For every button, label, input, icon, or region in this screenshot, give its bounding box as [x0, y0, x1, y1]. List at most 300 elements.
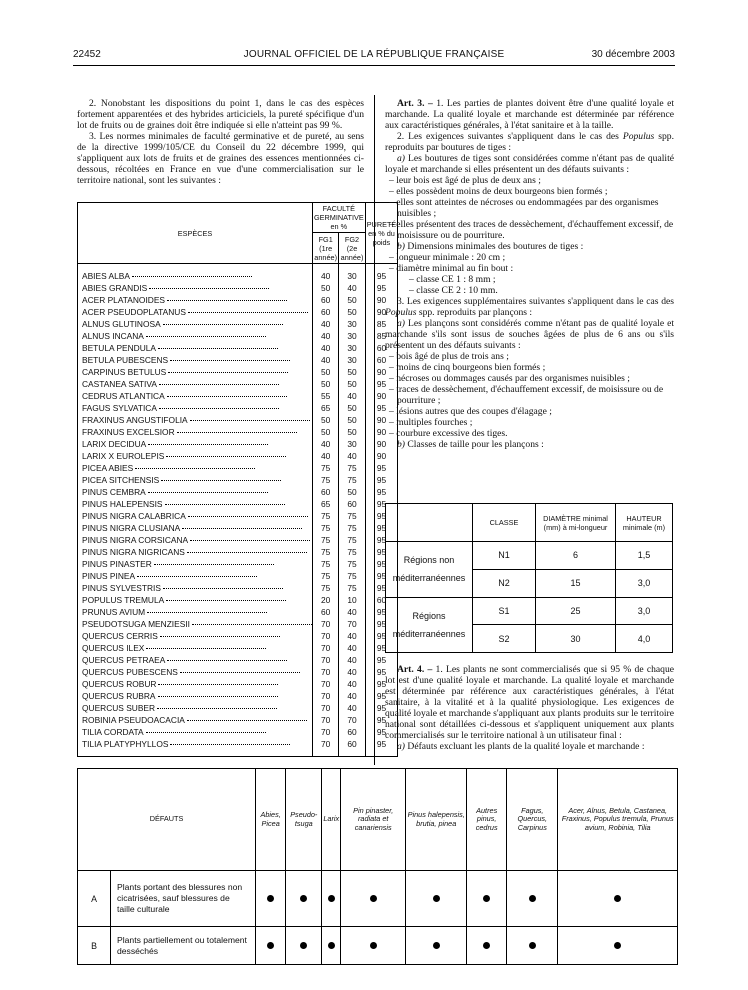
purete-value: 95: [365, 546, 398, 558]
species-label: FRAXINUS EXCELSIOR: [82, 427, 175, 437]
species-row: [78, 318, 398, 330]
fg1-value: 40: [312, 330, 338, 342]
fg1-value: 50: [312, 282, 338, 294]
art3-p2: 2. Les exigences suivantes s'appliquent dans le cas des Populus spp. reproduits par boutures de tiges :: [385, 131, 674, 153]
purete-value: 90: [365, 426, 398, 438]
species-label: PINUS HALEPENSIS: [82, 499, 163, 509]
species-label: PINUS NIGRA CLUSIANA: [82, 523, 181, 533]
species-name: [78, 570, 313, 582]
fg1-value: 75: [312, 534, 338, 546]
species-row: [78, 726, 398, 738]
col-fg2: FG2 (2e année): [340, 234, 364, 262]
classe-cell: S1: [473, 597, 536, 625]
fg1-value: 70: [312, 678, 338, 690]
fg2-value: 60: [339, 738, 365, 750]
species-name: [78, 486, 313, 498]
leader-dots: [135, 468, 255, 469]
purete-value: 90: [365, 306, 398, 318]
fg1-value: 75: [312, 510, 338, 522]
purete-value: 95: [365, 642, 398, 654]
species-name: [78, 294, 313, 306]
fg2-value: 50: [339, 378, 365, 390]
species-name: [78, 546, 313, 558]
hauteur-cell: 3,0: [616, 569, 673, 597]
species-name: [78, 390, 313, 402]
fg2-value: 75: [339, 510, 365, 522]
species-row: [78, 342, 398, 354]
species-row: [78, 642, 398, 654]
col-species: Pseudo-tsuga: [286, 769, 322, 871]
fg2-value: 40: [339, 654, 365, 666]
leader-dots: [177, 432, 297, 433]
defect-item: – elles présentent des traces de dessèchement, d'échauffement excessif, de moisissure ou de pourriture.: [389, 219, 674, 241]
bullet-icon: [529, 895, 536, 902]
hauteur-cell: 4,0: [616, 625, 673, 653]
art4-pa: a) Défauts excluant les plants de la qualité loyale et marchande :: [397, 741, 645, 752]
species-label: ALNUS GLUTINOSA: [82, 319, 161, 329]
leader-dots: [170, 360, 290, 361]
species-row: [78, 510, 398, 522]
diametre-cell: 15: [536, 569, 616, 597]
leader-dots: [167, 396, 287, 397]
art3-p3: 3. Les exigences supplémentaires suivantes s'appliquent dans le cas des Populus spp. reproduits par plançons :: [385, 296, 674, 318]
purete-value: 95: [365, 498, 398, 510]
species-name: [78, 306, 313, 318]
leader-dots: [188, 516, 308, 517]
species-name: [78, 678, 313, 690]
classe-cell: S2: [473, 625, 536, 653]
leader-dots: [161, 480, 281, 481]
species-row: [78, 522, 398, 534]
leader-dots: [188, 312, 308, 313]
species-name: [78, 522, 313, 534]
species-label: CEDRUS ATLANTICA: [82, 391, 165, 401]
defect-text: Plants portant des blessures non cicatrisées, sauf blessures de taille culturale: [111, 871, 256, 927]
species-label: ACER PLATANOIDES: [82, 295, 165, 305]
defect-item: – lésions autres que des coupes d'élagage ;: [389, 406, 552, 417]
fg2-value: 70: [339, 618, 365, 630]
art3-p3a: a) Les plançons sont considérés comme n'étant pas de qualité loyale et marchande s'ils sont issus de souches âgées de plus de 6 ans ou s'ils présentent un des défauts suivants :: [385, 318, 674, 351]
species-label: LARIX X EUROLEPIS: [82, 451, 165, 461]
fg1-value: 70: [312, 630, 338, 642]
leader-dots: [146, 336, 266, 337]
bullet-icon: [614, 895, 621, 902]
bullet-cell: [341, 927, 406, 965]
bullet-cell: [467, 871, 507, 927]
species-row: [78, 426, 398, 438]
purete-value: 90: [365, 294, 398, 306]
bullet-cell: [507, 871, 558, 927]
leader-dots: [166, 600, 286, 601]
diametre-cell: 6: [536, 542, 616, 570]
species-label: CARPINUS BETULUS: [82, 367, 167, 377]
bullet-cell: [256, 927, 286, 965]
bullet-icon: [483, 895, 490, 902]
art3-p2b: b) Dimensions minimales des boutures de tiges :: [397, 241, 584, 252]
page-number: 22452: [73, 49, 101, 60]
purete-value: 95: [365, 378, 398, 390]
col-species: Abies, Picea: [256, 769, 286, 871]
dimension-item: – classe CE 1 : 8 mm ;: [409, 274, 496, 285]
dimension-item: – longueur minimale : 20 cm ;: [389, 252, 506, 263]
species-name: [78, 366, 313, 378]
bullet-cell: [341, 871, 406, 927]
fg1-value: 60: [312, 306, 338, 318]
leader-dots: [182, 528, 302, 529]
species-name: [78, 354, 313, 366]
bullet-icon: [483, 942, 490, 949]
species-label: TILIA CORDATA: [82, 727, 144, 737]
species-label: BETULA PUBESCENS: [82, 355, 169, 365]
fg2-value: 40: [339, 390, 365, 402]
species-name: [78, 402, 313, 414]
leader-dots: [146, 648, 266, 649]
col-diametre: DIAMÈTRE minimal (mm) à mi-longueur: [536, 504, 616, 542]
species-name: [78, 714, 313, 726]
purete-value: 85: [365, 330, 398, 342]
species-row: [78, 534, 398, 546]
classe-cell: N1: [473, 542, 536, 570]
fg1-value: 70: [312, 726, 338, 738]
purete-value: 95: [365, 402, 398, 414]
purete-value: 85: [365, 318, 398, 330]
fg2-value: 50: [339, 306, 365, 318]
species-row: [78, 330, 398, 342]
purete-value: 60: [365, 354, 398, 366]
fg1-value: 75: [312, 522, 338, 534]
species-row: [78, 558, 398, 570]
bullet-icon: [267, 942, 274, 949]
fg2-value: 75: [339, 570, 365, 582]
bullet-icon: [370, 942, 377, 949]
purete-value: 90: [365, 450, 398, 462]
species-name: [78, 642, 313, 654]
purete-value: 95: [365, 606, 398, 618]
fg2-value: 60: [339, 726, 365, 738]
fg2-value: 75: [339, 534, 365, 546]
col-fg1: FG1 (1re année): [314, 234, 338, 262]
defect-item: – nécroses ou dommages causés par des organismes nuisibles ;: [389, 373, 630, 384]
col-classe: CLASSE: [473, 504, 536, 542]
species-name: [78, 462, 313, 474]
species-name: [78, 438, 313, 450]
species-name: [78, 666, 313, 678]
species-name: [78, 270, 313, 282]
species-row: [78, 378, 398, 390]
purete-value: 95: [365, 570, 398, 582]
leader-dots: [170, 744, 290, 745]
species-label: ALNUS INCANA: [82, 331, 144, 341]
fg2-value: 40: [339, 702, 365, 714]
fg1-value: 40: [312, 318, 338, 330]
fg1-value: 75: [312, 462, 338, 474]
fg1-value: 70: [312, 738, 338, 750]
purete-value: 60: [365, 342, 398, 354]
fg2-value: 30: [339, 270, 365, 282]
leader-dots: [192, 624, 312, 625]
col-species: Pin pinaster, radiata et canariensis: [341, 769, 406, 871]
species-row: [78, 486, 398, 498]
leader-dots: [167, 660, 287, 661]
fg1-value: 70: [312, 654, 338, 666]
paragraph-2: 2. Nonobstant les dispositions du point 1, dans le cas des espèces fortement apparentées et des hybrides articiciels, la pureté spécifique d'un lot de fruits ou de graines doit être indiquée si elle n'atteint pas 99 %.: [77, 98, 364, 131]
fg1-value: 70: [312, 642, 338, 654]
species-row: [78, 270, 398, 282]
purete-value: 95: [365, 618, 398, 630]
leader-dots: [148, 492, 268, 493]
species-name: [78, 690, 313, 702]
species-row: [78, 402, 398, 414]
species-label: PRUNUS AVIUM: [82, 607, 146, 617]
art4-p1: Art. 4. – 1. Les plants ne sont commercialisés que si 95 % de chaque lot est d'une qualité loyale et marchande. La qualité loyale et marchande est déterminée par référence aux caractéristiques générales, à l'état sanitaire, à la vitalité et à la qualité physiologique. Les exigences de qualité loyale et marchande s'appliquant aux plants produits sur le territoire national sont détaillées ci-dessous et s'appliquent uniquement aux plants commercialisés sur le territoire national à un utilisateur final :: [385, 664, 674, 741]
fg1-value: 70: [312, 702, 338, 714]
leader-dots: [187, 720, 307, 721]
species-label: FAGUS SYLVATICA: [82, 403, 157, 413]
leader-dots: [168, 372, 288, 373]
leader-dots: [163, 324, 283, 325]
fg2-value: 40: [339, 690, 365, 702]
purete-value: 90: [365, 366, 398, 378]
bullet-cell: [322, 927, 341, 965]
leader-dots: [190, 420, 310, 421]
fg1-value: 40: [312, 450, 338, 462]
species-label: PICEA ABIES: [82, 463, 134, 473]
species-row: [78, 438, 398, 450]
paragraph-3: 3. Les normes minimales de faculté germinative et de pureté, au sens de la directive 1999/105/CE du Conseil du 22 décembre 1999, qui s'appliquent aux lots de fruits et de graines des essences mentionnées ci-dessous, récoltées en France en vue d'une commercialisation sur le territoire national, sont les suivantes :: [77, 131, 364, 186]
purete-value: 90: [365, 438, 398, 450]
species-label: TILIA PLATYPHYLLOS: [82, 739, 169, 749]
fg2-value: 40: [339, 282, 365, 294]
leader-dots: [137, 576, 257, 577]
species-row: [78, 582, 398, 594]
defect-code: A: [78, 871, 111, 927]
leader-dots: [165, 504, 285, 505]
purete-value: 95: [365, 738, 398, 750]
bullet-icon: [433, 895, 440, 902]
hauteur-cell: 3,0: [616, 597, 673, 625]
col-hauteur: HAUTEUR minimale (m): [616, 504, 673, 542]
purete-value: 95: [365, 726, 398, 738]
species-name: [78, 498, 313, 510]
fg2-value: 75: [339, 462, 365, 474]
purete-value: 95: [365, 678, 398, 690]
region-non-med: Régions non méditerranéennes: [386, 542, 473, 598]
species-label: BETULA PENDULA: [82, 343, 157, 353]
fg1-value: 50: [312, 426, 338, 438]
species-name: [78, 534, 313, 546]
leader-dots: [180, 672, 300, 673]
fg1-value: 75: [312, 570, 338, 582]
fg1-value: 60: [312, 486, 338, 498]
species-name: [78, 606, 313, 618]
defect-code: B: [78, 927, 111, 965]
defect-item: – elles possèdent moins de deux bourgeons bien formés ;: [389, 186, 608, 197]
species-name: [78, 726, 313, 738]
species-name: [78, 594, 313, 606]
species-label: PINUS NIGRA NIGRICANS: [82, 547, 185, 557]
species-name: [78, 282, 313, 294]
diametre-cell: 25: [536, 597, 616, 625]
species-name: [78, 378, 313, 390]
species-name: [78, 330, 313, 342]
fg1-value: 60: [312, 294, 338, 306]
purete-value: 95: [365, 486, 398, 498]
art3-p3b: b) Classes de taille pour les plançons :: [397, 439, 544, 450]
species-label: PINUS NIGRA CORSICANA: [82, 535, 189, 545]
leader-dots: [132, 276, 252, 277]
bullet-icon: [300, 895, 307, 902]
fg2-value: 75: [339, 546, 365, 558]
fg2-value: 60: [339, 498, 365, 510]
issue-date: 30 décembre 2003: [591, 49, 675, 60]
species-label: ABIES ALBA: [82, 271, 130, 281]
species-row: [78, 414, 398, 426]
species-row: [78, 450, 398, 462]
fg2-value: 30: [339, 438, 365, 450]
fg2-value: 10: [339, 594, 365, 606]
species-row: [78, 546, 398, 558]
fg1-value: 75: [312, 474, 338, 486]
species-name: [78, 582, 313, 594]
species-label: PINUS PINEA: [82, 571, 136, 581]
species-row: [78, 606, 398, 618]
bullet-cell: [467, 927, 507, 965]
leader-dots: [190, 540, 310, 541]
col-species: Autres pinus, cedrus: [467, 769, 507, 871]
defect-item: – leur bois est âgé de plus de deux ans ;: [389, 175, 541, 186]
germination-table: [77, 202, 398, 757]
purete-value: 95: [365, 474, 398, 486]
purete-value: 95: [365, 690, 398, 702]
fg2-value: 50: [339, 402, 365, 414]
leader-dots: [159, 408, 279, 409]
bullet-icon: [267, 895, 274, 902]
leader-dots: [158, 684, 278, 685]
species-row: [78, 366, 398, 378]
region-med: Régions méditerranéennes: [386, 597, 473, 653]
leader-dots: [148, 444, 268, 445]
species-label: ABIES GRANDIS: [82, 283, 148, 293]
bullet-icon: [300, 942, 307, 949]
leader-dots: [187, 552, 307, 553]
species-row: [78, 678, 398, 690]
species-name: [78, 558, 313, 570]
purete-value: 95: [365, 666, 398, 678]
species-row: [78, 690, 398, 702]
species-label: QUERCUS ROBUR: [82, 679, 157, 689]
fg1-value: 50: [312, 378, 338, 390]
plancon-size-table: [385, 503, 673, 653]
species-label: PINUS NIGRA CALABRICA: [82, 511, 186, 521]
fg1-value: 65: [312, 402, 338, 414]
fg2-value: 50: [339, 414, 365, 426]
fg1-value: 70: [312, 618, 338, 630]
dimension-item: – diamètre minimal au fin bout :: [389, 263, 514, 274]
classe-cell: N2: [473, 569, 536, 597]
bullet-cell: [406, 927, 467, 965]
species-row: [78, 654, 398, 666]
fg1-value: 60: [312, 606, 338, 618]
col-faculte: FACULTÉ GERMINATIVE en %: [313, 204, 364, 231]
fg1-value: 65: [312, 498, 338, 510]
leader-dots: [149, 288, 269, 289]
species-row: [78, 570, 398, 582]
fg2-value: 30: [339, 318, 365, 330]
defect-item: – traces de dessèchement, d'échauffement excessif, de moisissure ou de pourriture ;: [389, 384, 664, 406]
purete-value: 90: [365, 390, 398, 402]
species-label: QUERCUS ILEX: [82, 643, 145, 653]
purete-value: 95: [365, 462, 398, 474]
fg1-value: 20: [312, 594, 338, 606]
art3-p1: Art. 3. – 1. Les parties de plantes doivent être d'une qualité loyale et marchande. La qualité loyale et marchande est déterminée par référence aux caractéristiques générales, à l'état sanitaire et à la taille.: [385, 98, 674, 131]
fg2-value: 75: [339, 522, 365, 534]
bullet-cell: [256, 871, 286, 927]
species-name: [78, 450, 313, 462]
species-row: [78, 738, 398, 750]
col-purete: PURETÉ en % du poids: [365, 203, 398, 264]
bullet-cell: [286, 871, 322, 927]
defect-item: – courbure excessive des tiges.: [389, 428, 508, 439]
species-row: [78, 306, 398, 318]
fg2-value: 40: [339, 642, 365, 654]
leader-dots: [159, 384, 279, 385]
species-label: QUERCUS CERRIS: [82, 631, 158, 641]
right-column-text: [385, 98, 674, 450]
fg1-value: 50: [312, 366, 338, 378]
purete-value: 95: [365, 282, 398, 294]
fg2-value: 75: [339, 582, 365, 594]
bullet-cell: [322, 871, 341, 927]
species-label: POPULUS TREMULA: [82, 595, 165, 605]
species-label: QUERCUS PUBESCENS: [82, 667, 178, 677]
purete-value: 95: [365, 714, 398, 726]
species-row: [78, 714, 398, 726]
fg2-value: 50: [339, 426, 365, 438]
species-row: [78, 630, 398, 642]
fg2-value: 75: [339, 474, 365, 486]
species-row: [78, 282, 398, 294]
hauteur-cell: 1,5: [616, 542, 673, 570]
fg1-value: 70: [312, 714, 338, 726]
art4-text: [385, 664, 674, 752]
species-name: [78, 426, 313, 438]
purete-value: 95: [365, 702, 398, 714]
col-species: Larix: [322, 769, 341, 871]
species-row: [78, 618, 398, 630]
bullet-cell: [558, 871, 678, 927]
col-species: Acer, Alnus, Betula, Castanea, Fraxinus, Populus tremula, Prunus avium, Robinia, Tilia: [558, 769, 678, 871]
fg2-value: 50: [339, 486, 365, 498]
purete-value: 95: [365, 522, 398, 534]
species-name: [78, 630, 313, 642]
dimension-item: – classe CE 2 : 10 mm.: [409, 285, 498, 296]
defect-text: Plants partiellement ou totalement desséchés: [111, 927, 256, 965]
species-row: [78, 390, 398, 402]
purete-value: 95: [365, 534, 398, 546]
species-row: [78, 474, 398, 486]
leader-dots: [146, 732, 266, 733]
species-row: [78, 354, 398, 366]
species-label: PINUS SYLVESTRIS: [82, 583, 161, 593]
art3-p2a: a) Les boutures de tiges sont considérées comme n'étant pas de qualité loyale et marchande si elles présentent un des défauts suivants :: [385, 153, 674, 175]
col-defauts: DÉFAUTS: [78, 769, 256, 871]
bullet-icon: [370, 895, 377, 902]
defects-table: [77, 768, 678, 965]
fg2-value: 50: [339, 294, 365, 306]
fg2-value: 30: [339, 342, 365, 354]
species-name: [78, 702, 313, 714]
fg2-value: 30: [339, 354, 365, 366]
